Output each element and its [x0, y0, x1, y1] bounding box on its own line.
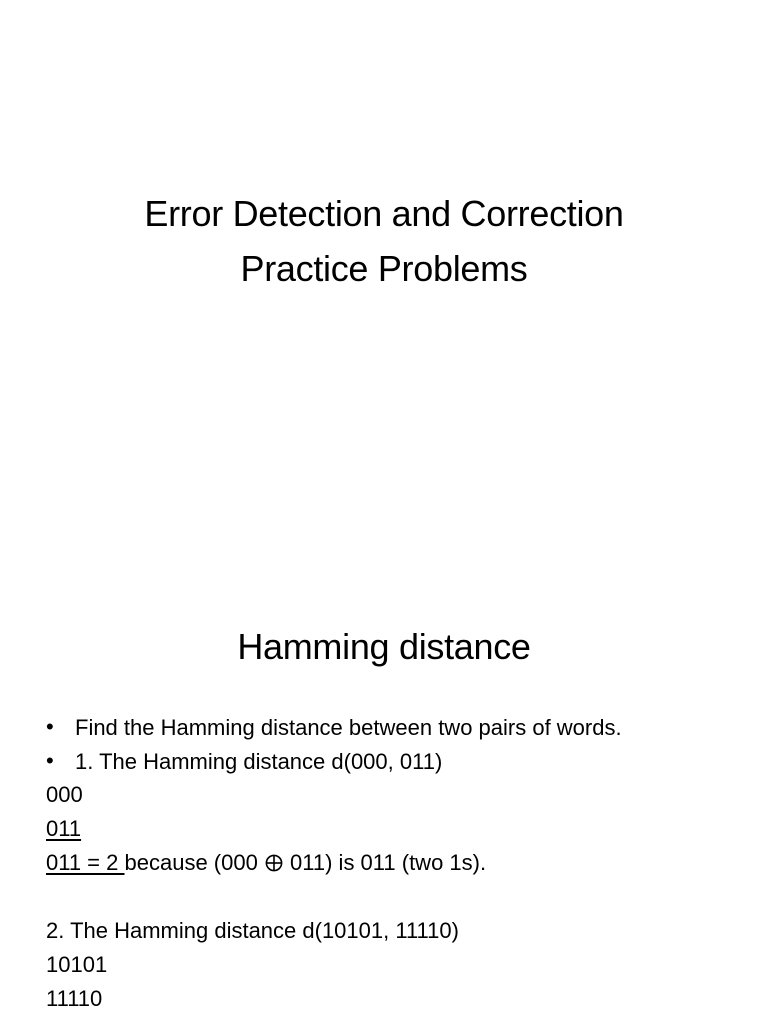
result-because: because (000: [124, 850, 264, 875]
result-after: 011) is 011 (two 1s).: [283, 850, 487, 875]
bullet-item: [46, 710, 746, 744]
bullet-text: Find the Hamming distance between two pairs of words.: [75, 715, 622, 740]
word-line: 11110: [46, 986, 103, 1011]
word-line: 000: [46, 782, 83, 807]
slide-hamming-distance: [0, 576, 768, 1024]
slide-body: [46, 710, 746, 1016]
result-underlined: 011 = 2: [46, 850, 125, 875]
problem-line: 2. The Hamming distance d(10101, 11110): [46, 918, 459, 943]
bullet-icon: •: [46, 714, 54, 739]
page-title: [0, 186, 768, 296]
slide-heading: Hamming distance: [237, 626, 531, 667]
title-line-2: Practice Problems: [240, 248, 528, 289]
word-line-underlined: 011: [46, 816, 82, 841]
bullet-item: [46, 744, 746, 778]
title-line-1: Error Detection and Correction: [144, 193, 624, 234]
spacer: [46, 880, 746, 914]
circled-plus-icon: [265, 854, 283, 872]
bullet-icon: •: [46, 748, 54, 773]
result-line: [46, 846, 746, 880]
word-line: 10101: [46, 952, 108, 977]
bullet-text: 1. The Hamming distance d(000, 011): [75, 749, 443, 774]
